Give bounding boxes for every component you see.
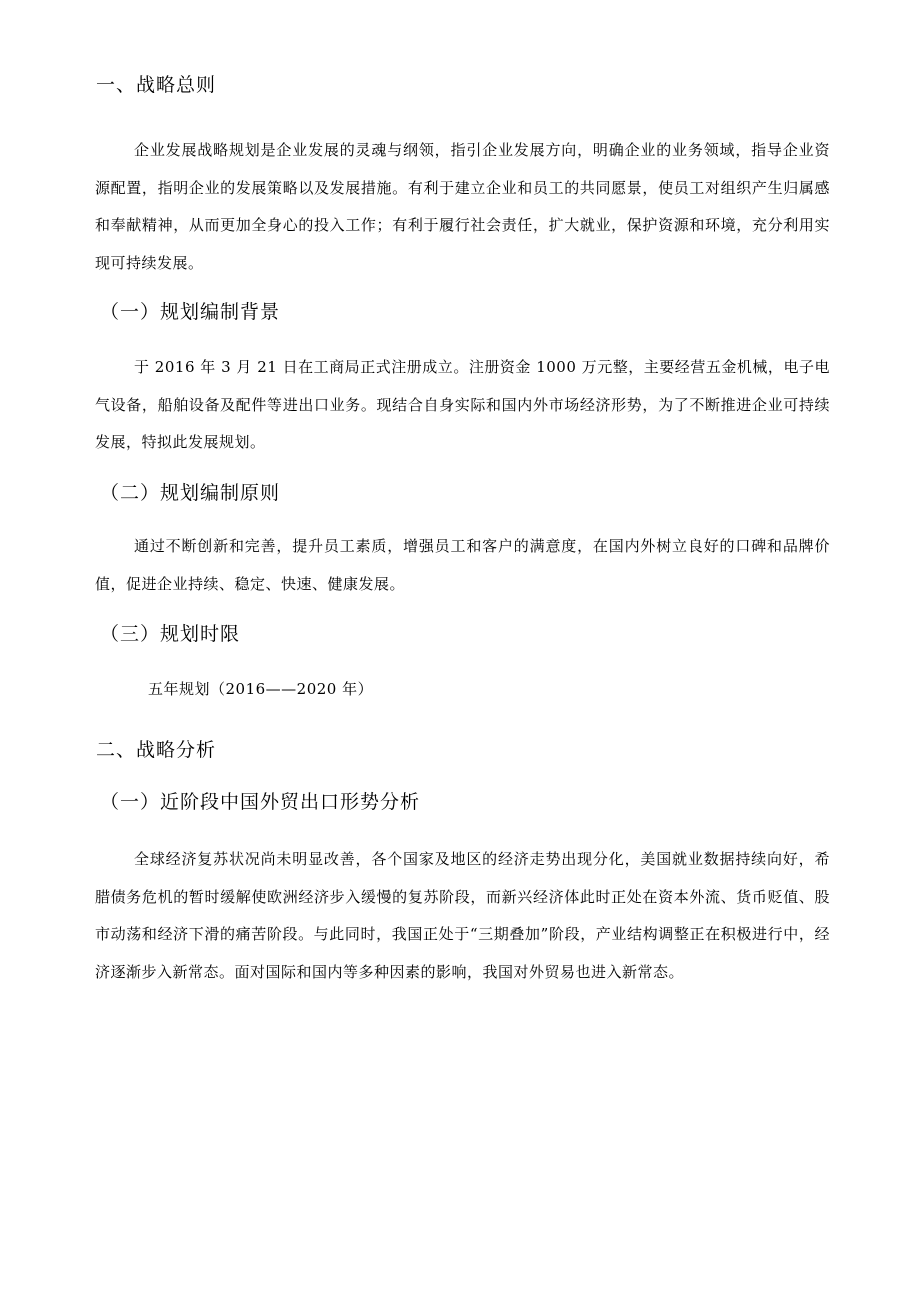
subheading-export-situation: （一）近阶段中国外贸出口形势分析 bbox=[100, 791, 421, 813]
subheading-planning-principles: （二）规划编制原则 bbox=[100, 482, 281, 504]
subheading-planning-period: （三）规划时限 bbox=[100, 623, 241, 645]
paragraph-planning-period: 五年规划（2016——2020 年） bbox=[148, 680, 374, 698]
section-heading-strategy-analysis: 二、战略分析 bbox=[96, 739, 217, 761]
paragraph-strategy-intro: 企业发展战略规划是企业发展的灵魂与纲领，指引企业发展方向，明确企业的业务领域，指导企业资源配置，指明企业的发展策略以及发展措施。有利于建立企业和员工的共同愿景，使员工对组织产生归属感和奉献精神，从而更加全身心的投入工作；有利于履行社会责任，扩大就业，保护资源和环境，充分利用实现可持续发展。 bbox=[95, 141, 830, 272]
section-heading-strategy-principles: 一、战略总则 bbox=[96, 74, 217, 96]
paragraph-planning-principles: 通过不断创新和完善，提升员工素质，增强员工和客户的满意度，在国内外树立良好的口碑和品牌价值，促进企业持续、稳定、快速、健康发展。 bbox=[95, 537, 830, 593]
subheading-planning-background: （一）规划编制背景 bbox=[100, 301, 281, 323]
paragraph-planning-background: 于 2016 年 3 月 21 日在工商局正式注册成立。注册资金 1000 万元整，主要经营五金机械，电子电气设备，船舶设备及配件等进出口业务。现结合自身实际和国内外市场经济形势，为了不断推进企业可持续发展，特拟此发展规划。 bbox=[95, 358, 830, 451]
paragraph-export-situation: 全球经济复苏状况尚未明显改善，各个国家及地区的经济走势出现分化，美国就业数据持续向好，希腊债务危机的暂时缓解使欧洲经济步入缓慢的复苏阶段，而新兴经济体此时正处在资本外流、货币贬值、股市动荡和经济下滑的痛苦阶段。与此同时，我国正处于“三期叠加”阶段，产业结构调整正在积极进行中，经济逐渐步入新常态。面对国际和国内等多种因素的影响，我国对外贸易也进入新常态。 bbox=[95, 850, 830, 981]
